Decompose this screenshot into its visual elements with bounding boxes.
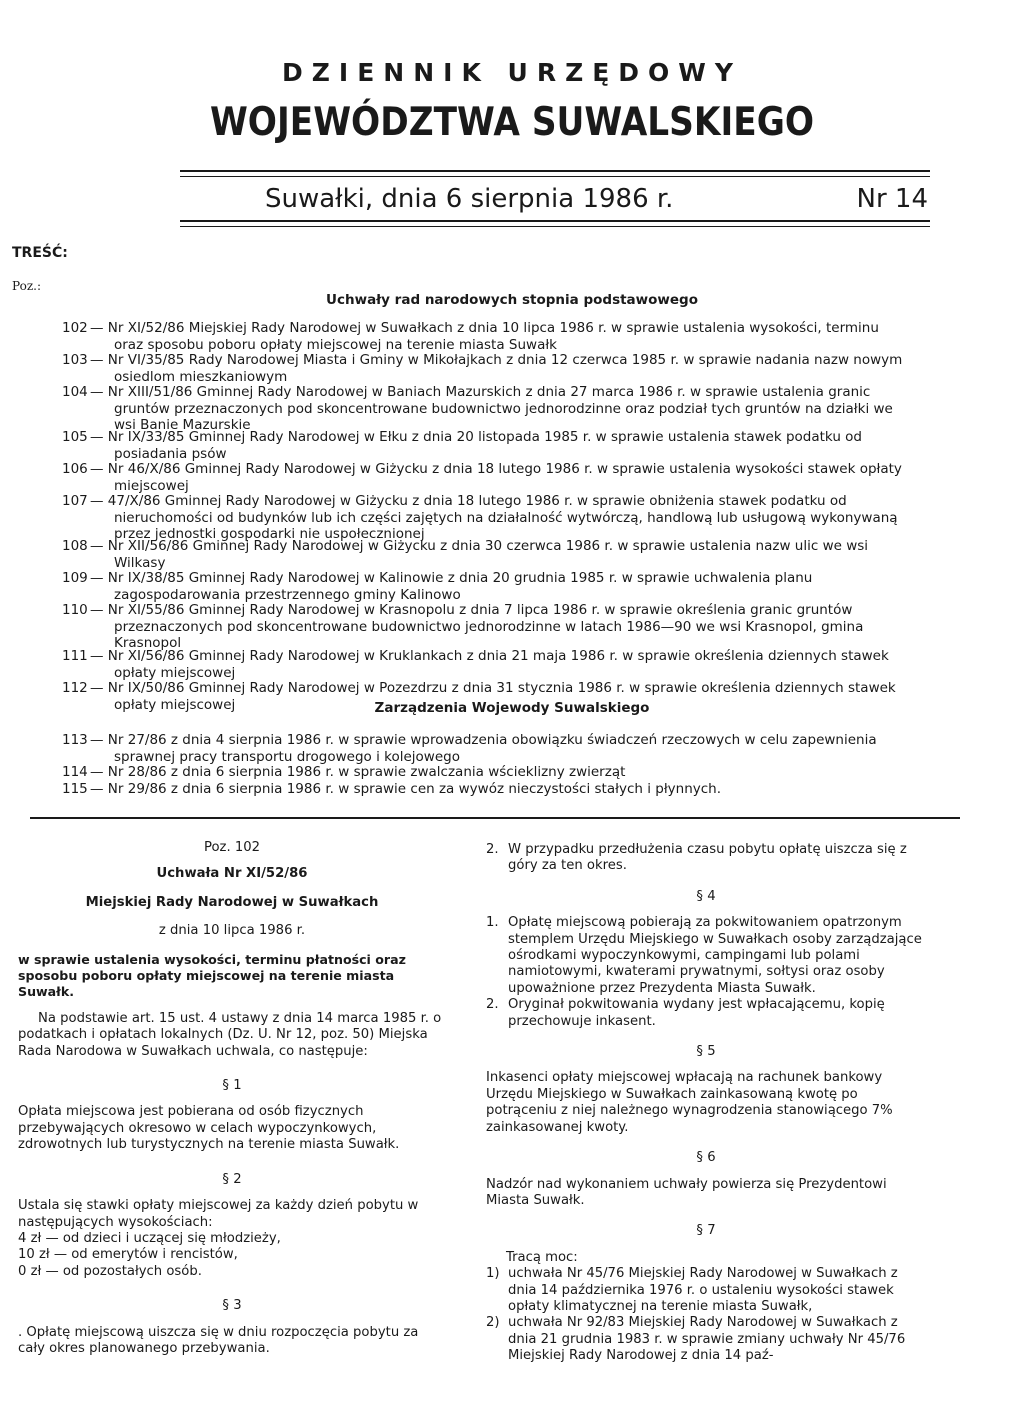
toc-item-text: — Nr IX/33/85 Gminnej Rady Narodowej w Ełku z dnia 20 listopada 1985 r. w sprawie ustalenia stawek podatku od posiadania psów (90, 429, 863, 462)
toc-item-text: — Nr XIII/51/86 Gminnej Rady Narodowej w Baniach Mazurskich z dnia 27 marca 1986 r. w sprawie ustalenia granic gruntów przeznaczonych pod skoncentrowane budownictwo jednorodzinne oraz podział tych gruntów na działki we wsi Banie Mazurskie (90, 384, 893, 434)
resolution-preamble: Na podstawie art. 15 ust. 4 ustawy z dnia 14 marca 1985 r. o podatkach i opłatach lokalnych (Dz. U. Nr 12, poz. 50) Miejska Rada Narodowa w Suwałkach uchwala, co następuje: (18, 1010, 442, 1059)
toc-item-number: 106 (62, 461, 88, 477)
toc-item-text: — Nr IX/50/86 Gminnej Rady Narodowej w Pozezdrzu z dnia 31 stycznia 1986 r. w sprawie określenia dziennych stawek opłaty miejscowej (90, 680, 896, 713)
section-2-rate-children: 4 zł — od dzieci i uczącej się młodzieży, (18, 1230, 281, 1246)
list-text: uchwała Nr 45/76 Miejskiej Rady Narodowej w Suwałkach z dnia 14 października 1976 r. o ustaleniu wysokości stawek opłaty klimatycznej na terenie miasta Suwałk, (508, 1266, 898, 1314)
toc-item-number: 105 (62, 429, 88, 445)
section-7-item-1 (486, 1266, 926, 1315)
list-number: 2) (486, 1315, 500, 1331)
toc-item (62, 570, 907, 603)
toc-item-text: — Nr XI/55/86 Gminnej Rady Narodowej w Krasnopolu z dnia 7 lipca 1986 r. w sprawie określenia granic gruntów przeznaczonych pod skoncentrowane budownictwo jednorodzinne w latach 1986—90 we wsi Krasnopol, gmina Krasnopol (90, 602, 864, 652)
toc-item (62, 764, 907, 781)
list-text: W przypadku przedłużenia czasu pobytu opłatę uiszcza się z góry za ten okres. (508, 842, 907, 874)
masthead-rule-bottom (180, 220, 930, 222)
list-text: Oryginał pokwitowania wydany jest wpłacającemu, kopię przechowuje inkasent. (508, 997, 885, 1029)
contents-label: TREŚĆ: (12, 245, 68, 261)
right-column (486, 842, 926, 1365)
toc-item-number: 113 (62, 732, 88, 748)
toc-item-text: — Nr 46/X/86 Gminnej Rady Narodowej w Giżycku z dnia 18 lutego 1986 r. w sprawie ustalenia wysokości stawek opłaty miejscowej (90, 461, 902, 494)
section-3-heading: § 3 (222, 1298, 242, 1314)
list-text: Opłatę miejscową pobierają za pokwitowaniem opatrzonym stemplem Urzędu Miejskiego w Suwałkach osoby zarządzające ośrodkami wypoczynkowymi, campingami lub polami namiotowymi, kwaterami prywatnymi, sołtysi oraz osoby upoważnione przez Prezydenta Miasta Suwałk. (508, 915, 922, 996)
toc-item (62, 538, 907, 571)
section-4-point-1 (486, 915, 926, 997)
masthead-rule-top (180, 170, 930, 172)
list-text: uchwała Nr 92/83 Miejskiej Rady Narodowej w Suwałkach z dnia 21 grudnia 1983 r. w sprawie zmiany uchwały Nr 45/76 Miejskiej Rady Narodowej z dnia 14 paź- (508, 1315, 906, 1364)
resolution-title: Uchwała Nr XI/52/86 (156, 866, 308, 882)
section-1-text: Opłata miejscowa jest pobierana od osób fizycznych przebywających okresowo w celach wypoczynkowych, zdrowotnych lub turystycznych na terenie miasta Suwałk. (18, 1104, 400, 1153)
section-7-heading: § 7 (696, 1223, 716, 1239)
toc-item (62, 320, 907, 353)
section-title-zarzadzenia: Zarządzenia Wojewody Suwalskiego (374, 700, 650, 716)
list-number: 2. (486, 997, 499, 1013)
resolution-subject: w sprawie ustalenia wysokości, terminu płatności oraz sposobu poboru opłaty miejscowej na terenie miasta Suwałk. (18, 951, 406, 1000)
issue-number: Nr 14 (856, 184, 928, 214)
toc-item-text: — Nr XI/52/86 Miejskiej Rady Narodowej w Suwałkach z dnia 10 lipca 1986 r. w sprawie ustalenia wysokości, terminu oraz sposobu poboru opłaty miejscowej na terenie miasta Suwałk (90, 320, 879, 353)
toc-item-number: 110 (62, 602, 88, 618)
toc-item-number: 108 (62, 538, 88, 554)
poz-102-heading: Poz. 102 (203, 840, 261, 855)
resolution-issuer: Miejskiej Rady Narodowej w Suwałkach (85, 894, 379, 910)
toc-item-text: — Nr VI/35/85 Rady Narodowej Miasta i Gminy w Mikołajkach z dnia 12 czerwca 1985 r. w sprawie nadania nazw nowym osiedlom mieszkaniowym (90, 352, 903, 385)
section-2-rate-pensioners: 10 zł — od emerytów i rencistów, (18, 1247, 238, 1263)
toc-item (62, 648, 907, 681)
list-number: 1. (486, 915, 499, 931)
section-2-rate-others: 0 zł — od pozostałych osób. (18, 1263, 202, 1279)
toc-item (62, 732, 907, 765)
section-1-heading: § 1 (222, 1078, 242, 1094)
masthead-title-line1: DZIENNIK URZĘDOWY (282, 58, 742, 87)
section-7-item-2 (486, 1315, 926, 1364)
toc-item (62, 461, 907, 494)
toc-item (62, 781, 907, 798)
toc-item-number: 115 (62, 781, 88, 797)
section-3-point-2 (486, 842, 926, 875)
section-title-uchwaly: Uchwały rad narodowych stopnia podstawowego (326, 292, 698, 308)
left-column (18, 840, 446, 1357)
toc-item (62, 352, 907, 385)
resolution-date: z dnia 10 lipca 1986 r. (158, 923, 306, 939)
toc-item-number: 111 (62, 648, 88, 664)
toc-item (62, 429, 907, 462)
list-number: 1) (486, 1266, 500, 1282)
toc-item-number: 102 (62, 320, 88, 336)
toc-item-number: 109 (62, 570, 88, 586)
toc-item-text: — Nr IX/38/85 Gminnej Rady Narodowej w Kalinowie z dnia 20 grudnia 1985 r. w sprawie uchwalenia planu zagospodarowania przestrzennego gminy Kalinowo (90, 570, 813, 603)
toc-item-number: 107 (62, 493, 88, 509)
section-7-intro: Tracą moc: (506, 1249, 578, 1265)
contents-bottom-rule (30, 817, 960, 819)
toc-item-text: — Nr XI/56/86 Gminnej Rady Narodowej w Kruklankach z dnia 21 maja 1986 r. w sprawie określenia dziennych stawek opłaty miejscowej (90, 648, 889, 681)
poz-label: Poz.: (12, 279, 41, 293)
toc-item-text: — 47/X/86 Gminnej Rady Narodowej w Giżycku z dnia 18 lutego 1986 r. w sprawie obniżenia stawek podatku od nieruchomości od budynków lub ich części zajętych na działalność wytwórczą, handlową lub usługową wykonywaną przez jednostki gospodarki nie uspołecznionej (90, 493, 898, 543)
toc-item-text: — Nr 29/86 z dnia 6 sierpnia 1986 r. w sprawie cen za wywóz nieczystości stałych i płynnych. (90, 781, 722, 797)
toc-item-number: 112 (62, 680, 88, 696)
section-2-text: Ustala się stawki opłaty miejscowej za każdy dzień pobytu w następujących wysokościach: (18, 1198, 419, 1230)
section-5-text: Inkasenci opłaty miejscowej wpłacają na rachunek bankowy Urzędu Miejskiego w Suwałkach zainkasowaną kwotę po potrąceniu z niej należnego wynagrodzenia stanowiącego 7% zainkasowanej kwoty. (486, 1070, 893, 1135)
section-2-heading: § 2 (222, 1171, 242, 1187)
section-4-point-2 (486, 997, 926, 1030)
list-number: 2. (486, 842, 499, 857)
toc-item-number: 103 (62, 352, 88, 368)
toc-item-text: — Nr 28/86 z dnia 6 sierpnia 1986 r. w sprawie zwalczania wścieklizny zwierząt (90, 764, 626, 780)
section-6-text: Nadzór nad wykonaniem uchwały powierza się Prezydentowi Miasta Suwałk. (486, 1176, 887, 1208)
section-6-heading: § 6 (696, 1150, 716, 1166)
toc-item-text: — Nr 27/86 z dnia 4 sierpnia 1986 r. w sprawie wprowadzenia obowiązku świadczeń rzeczowych w celu zapewnienia sprawnej pracy transportu drogowego i kolejowego (90, 732, 877, 765)
section-5-heading: § 5 (696, 1044, 716, 1060)
toc-item (62, 602, 907, 652)
masthead-rule-bottom-thin (180, 226, 930, 227)
masthead-rule-top-thin (180, 176, 930, 177)
toc-item-number: 114 (62, 764, 88, 780)
toc-item-number: 104 (62, 384, 88, 400)
toc-item-text: — Nr XII/56/86 Gminnej Rady Narodowej w Giżycku z dnia 30 czerwca 1986 r. w sprawie ustalenia nazw ulic we wsi Wilkasy (90, 538, 869, 571)
section-3-text: . Opłatę miejscową uiszcza się w dniu rozpoczęcia pobytu za cały okres planowanego przebywania. (18, 1324, 419, 1356)
issue-date: Suwałki, dnia 6 sierpnia 1986 r. (265, 184, 674, 214)
toc-item (62, 493, 907, 543)
masthead-title-line2: WOJEWÓDZTWA SUWALSKIEGO (209, 100, 815, 145)
section-4-heading: § 4 (696, 888, 716, 904)
toc-item (62, 384, 907, 434)
